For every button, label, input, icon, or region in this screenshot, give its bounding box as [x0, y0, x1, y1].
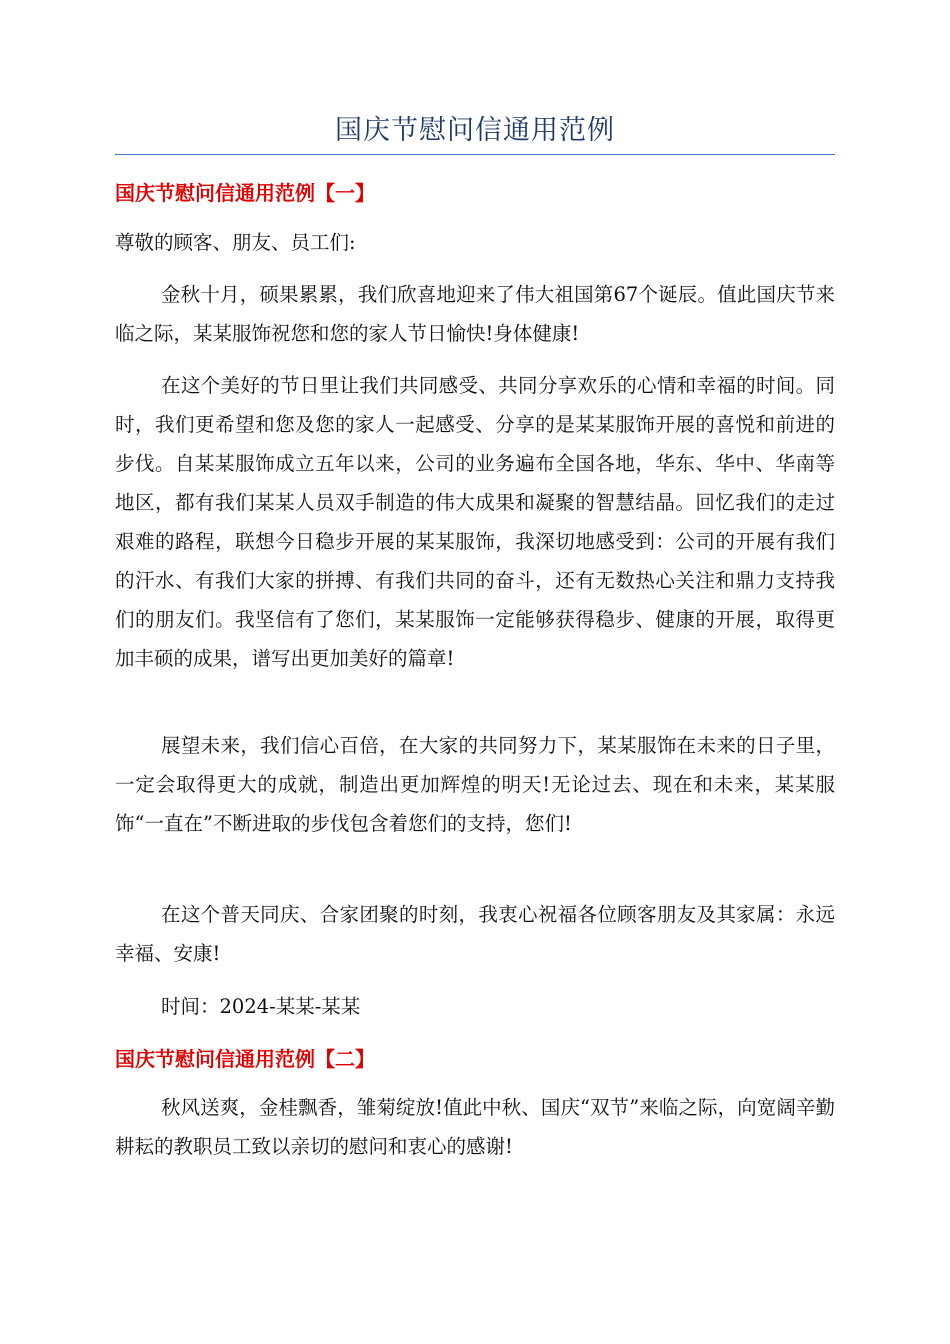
section-1-date-line: 时间：2024-某某-某某 — [161, 995, 361, 1018]
section-1-salutation: 尊敬的顾客、朋友、员工们: — [115, 231, 356, 254]
section-1-paragraph-1: 金秋十月，硕果累累，我们欣喜地迎来了伟大祖国第67个诞辰。值此国庆节来临之际，某某服饰祝您和您的家人节日愉快!身体健康! — [115, 283, 835, 345]
document-title: 国庆节慰问信通用范例 — [335, 115, 615, 146]
section-2-paragraph-1: 秋风送爽，金桂飘香，雏菊绽放!值此中秋、国庆“双节”来临之际，向宽阔辛勤耕耘的教职员工致以亲切的慰问和衷心的感谢! — [115, 1096, 835, 1158]
section-1-paragraph-3: 展望未来，我们信心百倍，在大家的共同努力下，某某服饰在未来的日子里，一定会取得更大的成就，制造出更加辉煌的明天!无论过去、现在和未来，某某服饰“一直在”不断进取的步伐包含着您们的支持，您们! — [115, 734, 835, 835]
section-1-heading: 国庆节慰问信通用范例【一】 — [115, 181, 375, 205]
section-2-heading: 国庆节慰问信通用范例【二】 — [115, 1047, 375, 1071]
title-underline — [115, 154, 835, 155]
section-1-paragraph-2: 在这个美好的节日里让我们共同感受、共同分享欢乐的心情和幸福的时间。同时，我们更希望和您及您的家人一起感受、分享的是某某服饰开展的喜悦和前进的步伐。自某某服饰成立五年以来，公司的业务遍布全国各地，华东、华中、华南等地区，都有我们某某人员双手制造的伟大成果和凝聚的智慧结晶。回忆我们的走过艰难的路程，联想今日稳步开展的某某服饰，我深切地感受到：公司的开展有我们的汗水、有我们大家的拼搏、有我们共同的奋斗，还有无数热心关注和鼎力支持我们的朋友们。我坚信有了您们，某某服饰一定能够获得稳步、健康的开展，取得更加丰硕的成果，谱写出更加美好的篇章! — [115, 374, 835, 670]
section-1-paragraph-4: 在这个普天同庆、合家团聚的时刻，我衷心祝福各位顾客朋友及其家属：永远幸福、安康! — [115, 903, 835, 965]
